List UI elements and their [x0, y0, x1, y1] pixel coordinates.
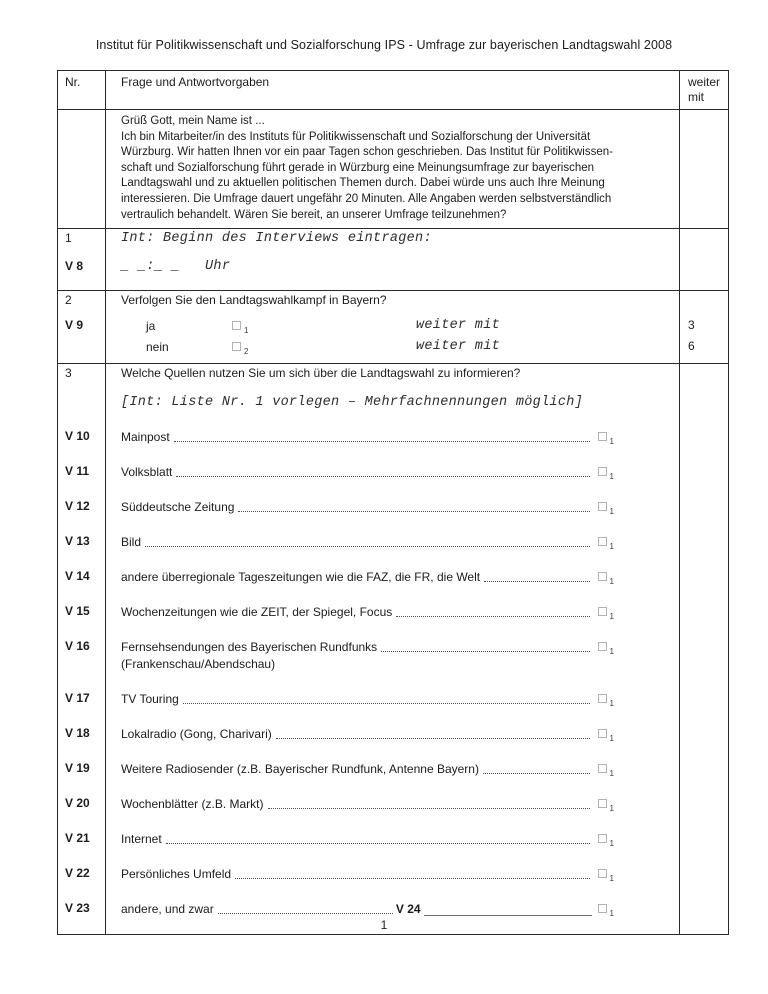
dot-leader	[183, 703, 590, 704]
checkbox-icon	[598, 572, 607, 581]
checkbox-code: 1	[244, 326, 249, 336]
checkbox-icon	[598, 467, 607, 476]
item-label: Süddeutsche Zeitung	[121, 500, 235, 515]
interviewer-instruction-q1: Int: Beginn des Interviews eintragen:	[106, 229, 680, 257]
answer-option-ja	[121, 318, 671, 335]
dot-leader	[483, 773, 590, 774]
skip-target-nein: 6	[688, 339, 695, 354]
dot-leader	[484, 581, 589, 582]
checkbox-code: 2	[244, 347, 249, 357]
source-item-row	[58, 497, 728, 532]
checkbox-code: 1	[609, 874, 614, 884]
question-2-section	[58, 290, 728, 363]
intro-line: vertraulich behandelt. Wären Sie bereit, an unserer Umfrage teilzunehmen?	[121, 208, 507, 221]
intro-line: Ich bin Mitarbeiter/in des Instituts für Politikwissenschaft und Sozialforschung der Universität	[121, 130, 591, 143]
variable-label-v9: V 9	[58, 316, 106, 337]
intro-section	[58, 109, 728, 228]
checkbox-icon	[598, 729, 607, 738]
checkbox-code: 1	[609, 472, 614, 482]
question-2-text: Verfolgen Sie den Landtagswahlkampf in Bayern?	[106, 291, 680, 316]
checkbox-icon	[598, 904, 607, 913]
source-item-row	[58, 829, 728, 864]
variable-label: V 11	[58, 462, 106, 497]
variable-label: V 12	[58, 497, 106, 532]
checkbox-code: 1	[609, 909, 614, 919]
variable-label-v8: V 8	[58, 257, 106, 290]
variable-label: V 20	[58, 794, 106, 829]
dot-leader	[235, 878, 590, 879]
intro-line: Würzburg. Wir hatten Ihnen vor ein paar Tagen schon geschrieben. Das Institut für Politikwissen-	[121, 146, 613, 159]
option-label: nein	[146, 340, 169, 355]
variable-label: V 14	[58, 567, 106, 602]
checkbox-code: 1	[609, 804, 614, 814]
checkbox-code: 1	[609, 542, 614, 552]
dot-leader	[174, 441, 590, 442]
question-1-field-row	[58, 257, 728, 290]
question-2-row	[58, 291, 728, 316]
checkbox-icon	[598, 764, 607, 773]
source-item-row	[58, 794, 728, 829]
dot-leader	[176, 476, 589, 477]
checkbox-icon	[598, 799, 607, 808]
item-label: Wochenzeitungen wie die ZEIT, der Spiegel, Focus	[121, 605, 393, 620]
dot-leader	[396, 616, 589, 617]
variable-label: V 13	[58, 532, 106, 567]
question-3-number: 3	[58, 364, 106, 393]
dot-leader	[268, 808, 590, 809]
skip-target-ja: 3	[688, 318, 695, 333]
checkbox-code: 1	[609, 507, 614, 517]
checkbox-icon	[598, 834, 607, 843]
intro-row	[58, 110, 728, 228]
item-label: andere, und zwar	[121, 902, 214, 917]
item-label: TV Touring	[121, 692, 179, 707]
question-3-instruction-row	[58, 393, 728, 427]
checkbox-icon	[598, 607, 607, 616]
intro-line: Landtagswahl und zu aktuellen politischen Themen durch. Dabei würde uns auch Ihre Meinung	[121, 177, 605, 190]
checkbox-code: 1	[609, 577, 614, 587]
dot-leader	[166, 843, 590, 844]
item-label: Bild	[121, 535, 142, 550]
dot-leader	[381, 651, 589, 652]
intro-nr-cell	[58, 110, 106, 228]
page-title: Institut für Politikwissenschaft und Sozialforschung IPS - Umfrage zur bayerischen Landtagswahl 2008	[95, 38, 673, 52]
checkbox-icon	[232, 342, 241, 351]
skip-label: weiter mit	[416, 339, 501, 355]
interviewer-instruction-q3: [Int: Liste Nr. 1 vorlegen – Mehrfachnennungen möglich]	[106, 393, 680, 427]
checkbox-icon	[598, 642, 607, 651]
answer-option-nein	[121, 339, 671, 356]
checkbox-code: 1	[609, 647, 614, 657]
item-label: andere überregionale Tageszeitungen wie die FAZ, die FR, die Welt	[121, 570, 481, 585]
col-header-nr: Nr.	[58, 71, 106, 109]
page-number: 1	[380, 918, 388, 932]
variable-label: V 16	[58, 637, 106, 689]
checkbox-code: 1	[609, 769, 614, 779]
col-header-question: Frage und Antwortvorgaben	[106, 71, 680, 109]
item-sublabel: (Frankenschau/Abendschau)	[121, 657, 276, 672]
dot-leader	[276, 738, 590, 739]
question-3-row	[58, 364, 728, 393]
variable-label: V 21	[58, 829, 106, 864]
variable-label: V 18	[58, 724, 106, 759]
question-3-section	[58, 363, 728, 934]
dot-leader	[238, 511, 589, 512]
source-item-row	[58, 637, 728, 689]
question-1-number: 1	[58, 229, 106, 257]
item-label: Lokalradio (Gong, Charivari)	[121, 727, 272, 742]
intro-line: interessieren. Die Umfrage dauert ungefähr 20 Minuten. Alle Angaben werden selbstverständlich	[121, 192, 612, 205]
source-item-row	[58, 759, 728, 794]
item-label: Weitere Radiosender (z.B. Bayerischer Rundfunk, Antenne Bayern)	[121, 762, 479, 777]
question-1-row	[58, 229, 728, 257]
answer-option-nein-row	[58, 337, 728, 363]
checkbox-icon	[232, 321, 241, 330]
checkbox-icon	[598, 537, 607, 546]
checkbox-icon	[598, 694, 607, 703]
question-1-section	[58, 228, 728, 290]
intro-next-cell	[680, 110, 728, 228]
intro-line: schaft und Sozialforschung führt gerade in Würzburg eine Meinungsumfrage zur bayerischen	[121, 161, 595, 174]
skip-label: weiter mit	[416, 318, 501, 334]
source-item-row	[58, 724, 728, 759]
intro-text	[106, 110, 680, 228]
writein-line	[424, 904, 592, 916]
source-item-row	[58, 532, 728, 567]
checkbox-icon	[598, 502, 607, 511]
item-label: Internet	[121, 832, 162, 847]
intro-line: Grüß Gott, mein Name ist ...	[121, 115, 265, 127]
time-entry-field: _ _:_ _ Uhr	[106, 257, 680, 290]
table-header-row	[58, 71, 728, 109]
question-2-number: 2	[58, 291, 106, 316]
questionnaire-table	[57, 70, 729, 935]
item-label: Volksblatt	[121, 465, 173, 480]
variable-label: V 19	[58, 759, 106, 794]
source-item-row	[58, 864, 728, 899]
writein-variable-label: V 24	[395, 902, 421, 917]
dot-leader	[218, 913, 393, 914]
variable-label: V 22	[58, 864, 106, 899]
checkbox-code: 1	[609, 734, 614, 744]
question-3-items	[58, 427, 728, 934]
source-item-row	[58, 689, 728, 724]
checkbox-icon	[598, 432, 607, 441]
source-item-row	[58, 427, 728, 462]
variable-label: V 17	[58, 689, 106, 724]
variable-label: V 23	[58, 899, 106, 934]
checkbox-code: 1	[609, 699, 614, 709]
option-label: ja	[146, 319, 156, 334]
question-3-text: Welche Quellen nutzen Sie um sich über die Landtagswahl zu informieren?	[106, 364, 680, 393]
table-header-section	[58, 71, 728, 109]
item-label: Persönliches Umfeld	[121, 867, 232, 882]
answer-option-ja-row	[58, 316, 728, 337]
col-header-next: weiter mit	[688, 75, 721, 104]
source-item-row	[58, 462, 728, 497]
source-item-row	[58, 567, 728, 602]
variable-label: V 10	[58, 427, 106, 462]
item-label: Fernsehsendungen des Bayerischen Rundfunks	[121, 640, 378, 655]
dot-leader	[145, 546, 590, 547]
item-label: Mainpost	[121, 430, 170, 445]
variable-label: V 15	[58, 602, 106, 637]
checkbox-code: 1	[609, 839, 614, 849]
source-item-row	[58, 602, 728, 637]
item-label: Wochenblätter (z.B. Markt)	[121, 797, 264, 812]
checkbox-icon	[598, 869, 607, 878]
checkbox-code: 1	[609, 437, 614, 447]
checkbox-code: 1	[609, 612, 614, 622]
